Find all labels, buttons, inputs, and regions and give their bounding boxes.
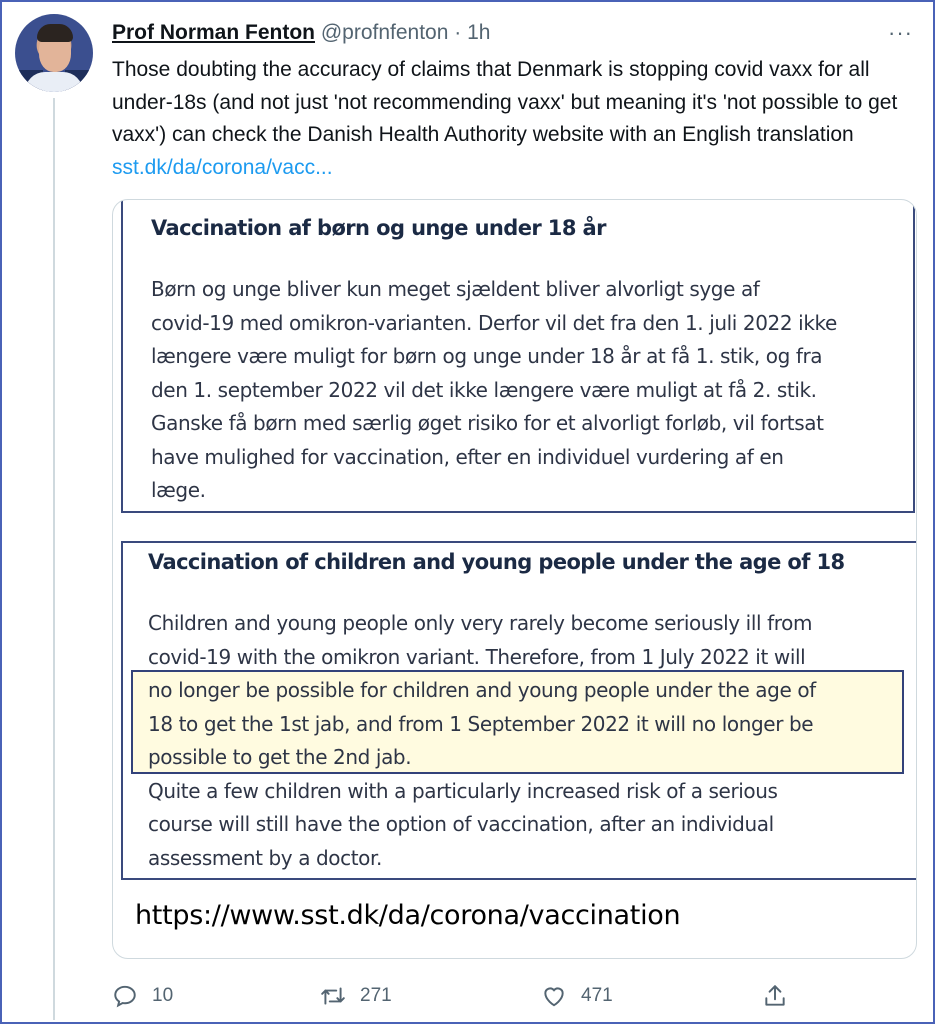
tweet-body: Those doubting the accuracy of claims that Denmark is stopping covid vaxx for all under-18s (and not just 'not recommending vaxx' but meaning it's 'not possible to get vaxx') can check the Danish Health Authority website with an English translation bbox=[112, 58, 898, 146]
english-snippet-title: Vaccination of children and young people under the age of 18 bbox=[148, 550, 845, 574]
danish-line: Børn og unge bliver kun meget sjældent bliver alvorligt syge af bbox=[151, 277, 760, 301]
reply-icon bbox=[112, 983, 138, 1009]
retweet-button[interactable] bbox=[320, 978, 392, 1014]
card-url-text: https://www.sst.dk/da/corona/vaccination bbox=[135, 900, 681, 931]
like-button[interactable] bbox=[541, 978, 613, 1014]
english-line: possible to get the 2nd jab. bbox=[148, 745, 412, 769]
danish-line: længere være muligt for børn og unge under 18 år at få 1. stik, og fra bbox=[151, 344, 823, 368]
reply-button[interactable] bbox=[112, 978, 173, 1014]
retweet-count: 271 bbox=[360, 985, 392, 1006]
share-button[interactable] bbox=[762, 978, 802, 1014]
danish-line: læge. bbox=[151, 478, 206, 502]
english-line: Quite a few children with a particularly increased risk of a serious bbox=[148, 778, 778, 803]
danish-snippet-title: Vaccination af børn og unge under 18 år bbox=[151, 216, 606, 240]
english-line: covid-19 with the omikron variant. Therefore, from 1 July 2022 it will bbox=[148, 644, 806, 669]
retweet-icon bbox=[320, 983, 346, 1009]
english-line: course will still have the option of vaccination, after an individual bbox=[148, 812, 774, 836]
tweet-header bbox=[112, 19, 490, 47]
heart-icon bbox=[541, 983, 567, 1009]
tweet-link[interactable]: sst.dk/da/corona/vacc... bbox=[112, 155, 333, 179]
author-name[interactable]: Prof Norman Fenton bbox=[112, 21, 315, 44]
more-options-icon[interactable]: ··· bbox=[888, 20, 913, 45]
share-icon bbox=[762, 983, 788, 1009]
danish-line: den 1. september 2022 vil det ikke længere være muligt at få 2. stik. bbox=[151, 377, 817, 402]
thread-line bbox=[53, 98, 55, 1020]
author-handle[interactable]: @profnfenton bbox=[320, 21, 449, 44]
tweet-text bbox=[112, 54, 912, 184]
english-line: assessment by a doctor. bbox=[148, 845, 382, 870]
english-line: 18 to get the 1st jab, and from 1 September 2022 it will no longer be bbox=[148, 711, 814, 736]
english-line: Children and young people only very rarely become seriously ill from bbox=[148, 611, 813, 635]
media-card[interactable] bbox=[112, 199, 917, 959]
tweet-actions bbox=[0, 978, 935, 1014]
danish-line: Ganske få børn med særlig øget risiko for et alvorligt forløb, vil fortsat bbox=[151, 411, 824, 435]
tweet-time[interactable]: 1h bbox=[467, 21, 491, 44]
reply-count: 10 bbox=[152, 985, 174, 1006]
like-count: 471 bbox=[581, 985, 613, 1006]
author-avatar[interactable] bbox=[15, 14, 93, 92]
danish-line: covid-19 med omikron-varianten. Derfor vil det fra den 1. juli 2022 ikke bbox=[151, 310, 837, 335]
english-snippet-body bbox=[148, 607, 816, 875]
danish-snippet-body bbox=[151, 273, 837, 508]
header-separator: · bbox=[454, 21, 462, 44]
english-line: no longer be possible for children and young people under the age of bbox=[148, 678, 816, 702]
danish-line: have mulighed for vaccination, efter en individuel vurdering af en bbox=[151, 444, 784, 469]
